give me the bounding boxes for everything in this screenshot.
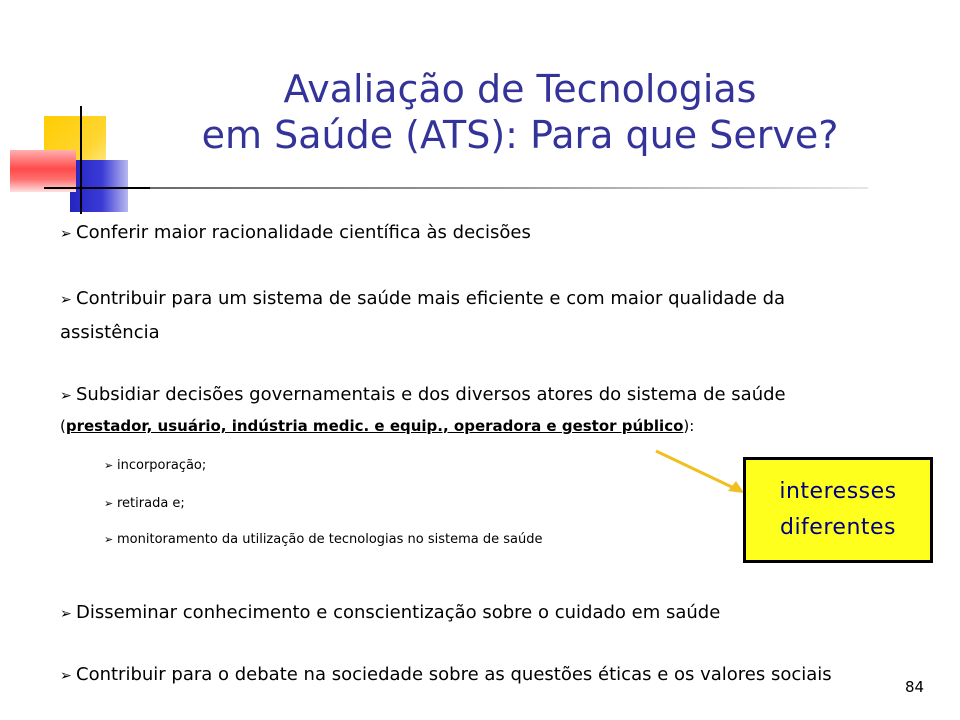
bullet-arrow-icon: ➢ [60,292,72,308]
bullet-4 [60,596,720,631]
decor-blue-square [70,160,128,212]
bullet-3-actors [60,414,694,438]
sub-bullet-3 [104,532,543,547]
paren-close: ): [683,417,695,435]
bullet-arrow-icon: ➢ [60,606,72,622]
title-line-1: Avaliação de Tecnologias [283,67,757,111]
callout-arrow-icon [650,445,750,505]
sub-bullet-2 [104,496,185,511]
callout-line-1: interesses [779,479,897,504]
paren-open: ( [60,417,66,435]
bullet-5 [60,658,832,693]
sub-bullet-arrow-icon: ➢ [104,459,114,472]
actors-list: prestador, usuário, indústria medic. e equip., operadora e gestor público [65,417,684,435]
callout-line-2: diferentes [779,515,897,540]
bullet-3 [60,378,786,413]
sub-bullet-arrow-icon: ➢ [104,533,114,546]
slide-title [150,66,890,158]
title-line-2: em Saúde (ATS): Para que Serve? [201,113,839,157]
sub-bullet-1-text: incorporação; [117,458,207,473]
bullet-5-text: Contribuir para o debate na sociedade sobre as questões éticas e os valores sociais [76,664,832,685]
page-number: 84 [905,678,925,696]
decor-vertical-line [80,106,82,214]
bullet-arrow-icon: ➢ [60,388,72,404]
sub-bullet-arrow-icon: ➢ [104,497,114,510]
sub-bullet-2-text: retirada e; [117,496,185,511]
bullet-4-text: Disseminar conhecimento e conscientização sobre o cuidado em saúde [76,602,721,623]
bullet-1-text: Conferir maior racionalidade científica às decisões [76,222,531,243]
title-underline [150,187,868,189]
bullet-2-text: Contribuir para um sistema de saúde mais eficiente e com maior qualidade da [76,288,786,309]
sub-bullet-1 [104,458,206,473]
bullet-arrow-icon: ➢ [60,226,72,242]
decor-horizontal-line [44,187,154,189]
callout-box [743,457,933,563]
decor-red-square [10,150,76,192]
bullet-1 [60,216,531,251]
bullet-arrow-icon: ➢ [60,668,72,684]
bullet-3-text: Subsidiar decisões governamentais e dos diversos atores do sistema de saúde [76,384,786,405]
bullet-2-continuation: assistência [60,322,160,343]
bullet-2 [60,282,785,317]
sub-bullet-3-text: monitoramento da utilização de tecnologias no sistema de saúde [117,532,543,547]
